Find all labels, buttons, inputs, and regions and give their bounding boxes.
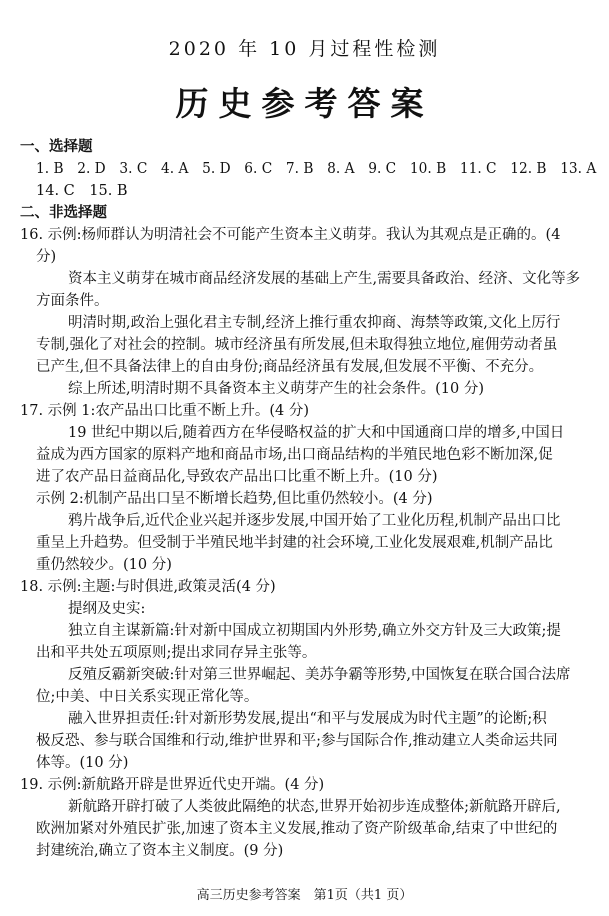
q16-line: 已产生,但不具备法律上的自由身份;商品经济虽有发展,但发展不平衡、不充分。	[36, 359, 544, 375]
q16-line: 方面条件。	[36, 293, 109, 309]
q18-line: 出和平共处五项原则;提出求同存异主张等。	[36, 645, 317, 661]
page-footer: 高三历史参考答案 第1页（共1 页）	[196, 888, 413, 903]
q17-line: 示例 2:机制产品出口呈不断增长趋势,但比重仍然较小。(4 分)	[36, 491, 433, 507]
q17-line: 鸦片战争后,近代企业兴起并逐步发展,中国开始了工业化历程,机制产品出口比	[68, 513, 561, 529]
q17-line: 17. 示例 1:农产品出口比重不断上升。(4 分)	[20, 403, 310, 419]
q17-line: 益成为西方国家的原料产地和商品市场,出口商品结构的半殖民地色彩不断加深,促	[36, 447, 553, 463]
q17-line: 19 世纪中期以后,随着西方在华侵略权益的扩大和中国通商口岸的增多,中国日	[68, 425, 565, 441]
q16-line: 综上所述,明清时期不具备资本主义萌芽产生的社会条件。(10 分)	[68, 381, 484, 397]
q19-line: 新航路开辟打破了人类彼此隔绝的状态,世界开始初步连成整体;新航路开辟后,	[68, 799, 561, 815]
choice-section-heading: 一、选择题	[20, 139, 93, 155]
q16-line: 明清时期,政治上强化君主专制,经济上推行重农抑商、海禁等政策,文化上厉行	[68, 315, 561, 331]
q18-line: 18. 示例:主题:与时俱进,政策灵活(4 分)	[20, 579, 276, 595]
q16-line: 分)	[36, 249, 57, 265]
exam-title: 2020 年 10 月过程性检测	[168, 38, 441, 60]
q18-line: 融入世界担责任:针对新形势发展,提出“和平与发展成为时代主题”的论断;积	[68, 711, 547, 727]
q18-line: 位;中美、中日关系实现正常化等。	[36, 689, 259, 705]
q18-line: 极反恐、参与联合国维和行动,维护世界和平;参与国际合作,推动建立人类命运共同	[36, 733, 558, 749]
q19-line: 欧洲加紧对外殖民扩张,加速了资本主义发展,推动了资产阶级革命,结束了中世纪的	[36, 821, 558, 837]
q17-line: 进了农产品日益商品化,导致农产品出口比重不断上升。(10 分)	[36, 469, 438, 485]
q16-line: 16. 示例:杨师群认为明清社会不可能产生资本主义萌芽。我认为其观点是正确的。(4	[20, 227, 561, 243]
q19-line: 封建统治,确立了资本主义制度。(9 分)	[36, 843, 284, 859]
q18-line: 独立自主谋新篇:针对新中国成立初期国内外形势,确立外交方针及三大政策;提	[68, 623, 561, 639]
choice-answers-row-1: 1. B 2. D 3. C 4. A 5. D 6. C 7. B 8. A 9. C 10. B 11. C 12. B 13. A	[36, 161, 597, 177]
q19-line: 19. 示例:新航路开辟是世界近代史开端。(4 分)	[20, 777, 325, 793]
q16-line: 资本主义萌芽在城市商品经济发展的基础上产生,需要具备政治、经济、文化等多	[68, 271, 581, 287]
nonchoice-section-heading: 二、非选择题	[20, 205, 107, 221]
subject-title: 历史参考答案	[175, 84, 434, 123]
q17-line: 重仍然较少。(10 分)	[36, 557, 172, 573]
q18-line: 体等。(10 分)	[36, 755, 129, 771]
choice-answers-row-2: 14. C 15. B	[36, 183, 128, 199]
q16-line: 专制,强化了对社会的控制。城市经济虽有所发展,但未取得独立地位,雇佣劳动者虽	[36, 337, 558, 353]
q17-line: 重呈上升趋势。但受制于半殖民地半封建的社会环境,工业化发展艰难,机制产品比	[36, 535, 553, 551]
q18-line: 反殖反霸新突破:针对第三世界崛起、美苏争霸等形势,中国恢复在联合国合法席	[68, 667, 571, 683]
q18-line: 提纲及史实:	[68, 601, 146, 617]
